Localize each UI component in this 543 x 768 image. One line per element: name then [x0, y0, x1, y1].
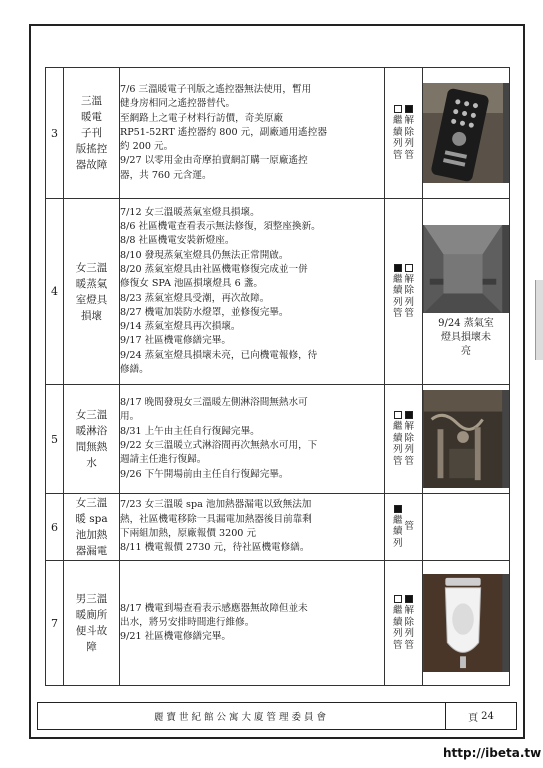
status-char: 管 [404, 149, 415, 161]
status-char: 管 [392, 639, 403, 651]
status-char: 除 [404, 432, 415, 444]
status-char: 列 [392, 444, 403, 455]
caption-line: 9/24 蒸氣室 [438, 317, 494, 329]
remote-control-photo [423, 83, 509, 183]
status-char: 管 [392, 455, 403, 467]
continue-tracking-option [393, 595, 403, 651]
status-char: 列 [392, 537, 403, 549]
description-line: 週請主任進行復歸。 [120, 454, 207, 466]
document-page [29, 24, 525, 739]
committee-name: 麗寶世紀館公寓大廈管理委員會 [38, 703, 446, 729]
description-line: 9/21 社區機電修繕完畢。 [120, 631, 231, 643]
photo-cell [423, 494, 510, 561]
description-line: 8/17 機電到場查看表示感應器無故障但並未 [120, 602, 308, 614]
description-line: 8/23 蒸氣室燈具受潮，再次故障。 [120, 292, 270, 304]
close-tracking-option [405, 264, 415, 320]
checkbox-icon[interactable] [405, 411, 413, 419]
item-name-line: 池加熱 [75, 529, 108, 541]
page-num: 24 [481, 710, 494, 722]
status-char: 列 [404, 138, 415, 149]
status-char: 解 [404, 115, 415, 126]
description-line: 7/6 三溫暖電子刊版之遙控器無法使用，暫用 [120, 83, 312, 95]
continue-tracking-option [393, 264, 403, 320]
description-line: 下兩組加熱，原廠報價 3200 元 [120, 528, 257, 539]
status-char: 續 [392, 432, 403, 444]
close-tracking-option [405, 105, 415, 161]
item-name-line: 子刊 [81, 127, 102, 139]
item-name-line: 障 [86, 641, 97, 653]
description-line: 8/10 發現蒸氣室燈具仍無法正常開啟。 [120, 249, 289, 261]
description-line: 8/20 蒸氣室燈具由社區機電修復完成並一併 [120, 263, 308, 275]
tracking-status [385, 494, 423, 561]
page-number [446, 703, 516, 729]
checkbox-icon[interactable] [405, 595, 413, 603]
photo-cell [423, 199, 510, 385]
status-char: 管 [404, 521, 415, 533]
status-char: 列 [392, 138, 403, 149]
item-name-line: 室燈具 [75, 293, 108, 306]
description-line: 熱，社區機電移除一具漏電加熱器後目前靠剩 [120, 513, 312, 525]
log-row [46, 68, 510, 199]
status-char: 續 [392, 285, 403, 296]
description-line: 器，共 760 元含運。 [120, 169, 212, 181]
status-char: 續 [392, 616, 403, 628]
status-char: 解 [404, 421, 415, 432]
status-char: 除 [404, 285, 415, 296]
watermark-text: http://ibeta.tw [443, 746, 542, 760]
item-name-line: 男三溫 [75, 593, 108, 605]
close-tracking-option [405, 521, 415, 533]
photo-caption [423, 317, 509, 359]
progress-description [120, 494, 385, 561]
description-line: 約 200 元。 [120, 141, 174, 153]
maintenance-log-table [45, 67, 510, 686]
status-char: 除 [404, 616, 415, 628]
checkbox-icon[interactable] [405, 264, 413, 272]
item-name [64, 199, 120, 385]
status-char: 續 [392, 126, 403, 138]
status-char: 繼 [392, 273, 403, 285]
description-line: 修復女 SPA 池區損壞燈具 6 盞。 [120, 278, 263, 290]
page-label: 頁 [468, 712, 479, 724]
item-name-line: 女三溫 [75, 497, 108, 509]
row-number: 3 [46, 68, 64, 199]
log-row [46, 199, 510, 385]
item-name [64, 68, 120, 199]
photo-cell [423, 68, 510, 199]
log-row [46, 561, 510, 686]
description-line: 用。 [120, 411, 140, 423]
continue-tracking-option [393, 411, 403, 467]
status-char: 繼 [392, 421, 403, 432]
item-name [64, 561, 120, 686]
page-footer [37, 702, 517, 730]
urinal-photo [423, 574, 509, 672]
description-line: 7/12 女三溫暖蒸氣室燈具損壞。 [120, 206, 260, 218]
item-name-line: 損壞 [81, 309, 102, 322]
checkbox-icon[interactable] [394, 411, 402, 419]
item-name-line: 器漏電 [75, 545, 108, 557]
status-char: 列 [392, 628, 403, 639]
shower-room-photo [423, 390, 509, 488]
description-line: 修繕。 [120, 363, 149, 375]
description-line: RP51-52RT 遙控器約 800 元，副廠通用遙控器 [120, 126, 327, 138]
item-name-line: 便斗故 [75, 625, 108, 637]
tracking-status [385, 561, 423, 686]
tracking-status [385, 68, 423, 199]
progress-description [120, 68, 385, 199]
description-line: 9/22 女三溫暖立式淋浴間再次無熱水可用，下 [120, 440, 318, 451]
status-char: 列 [404, 296, 415, 308]
status-char: 繼 [392, 115, 403, 126]
tracking-status [385, 199, 423, 385]
photo-cell [423, 561, 510, 686]
item-name-line: 暖蒸氣 [75, 277, 108, 290]
checkbox-icon[interactable] [394, 505, 402, 513]
item-name [64, 494, 120, 561]
description-line: 8/17 晚間發現女三溫暖左側淋浴間無熱水可 [120, 397, 308, 409]
description-line: 8/11 機電報價 2730 元，待社區機電修繕。 [120, 542, 310, 554]
progress-description [120, 385, 385, 494]
status-char: 除 [404, 126, 415, 138]
close-tracking-option [405, 411, 415, 467]
photo-cell [423, 385, 510, 494]
row-number: 5 [46, 385, 64, 494]
item-name-line: 暖電 [81, 111, 102, 123]
status-char: 管 [404, 308, 415, 319]
item-name [64, 385, 120, 494]
progress-description [120, 561, 385, 686]
description-line: 9/26 下午開場前由主任自行復歸完畢。 [120, 468, 289, 480]
tracking-status [385, 385, 423, 494]
caption-line: 亮 [461, 345, 471, 357]
description-line: 8/27 機電加裝防水燈罩，並修復完畢。 [120, 306, 289, 318]
row-number: 6 [46, 494, 64, 561]
steam-room-photo [423, 225, 509, 313]
status-char: 列 [392, 296, 403, 308]
caption-line: 燈具損壞未 [441, 331, 491, 343]
side-stamp [535, 280, 543, 360]
description-line: 8/8 社區機電安裝新燈座。 [120, 235, 235, 247]
log-row [46, 385, 510, 494]
log-row [46, 494, 510, 561]
checkbox-icon[interactable] [405, 105, 413, 113]
description-line: 8/31 上午由主任自行復歸完畢。 [120, 425, 260, 437]
description-line: 至網路上之電子材料行訪價，奇美原廠 [120, 112, 284, 124]
status-char: 續 [392, 526, 403, 538]
continue-tracking-option [393, 505, 403, 550]
status-char: 解 [404, 605, 415, 616]
row-number: 7 [46, 561, 64, 686]
status-char: 繼 [392, 605, 403, 616]
item-name-line: 器故障 [75, 159, 108, 171]
description-line: 健身房相同之遙控器替代。 [120, 98, 236, 110]
description-line: 9/27 以零用金由奇摩拍賣網訂購一原廠遙控 [120, 155, 308, 167]
item-name-line: 間無熱 [75, 441, 108, 453]
checkbox-icon[interactable] [394, 595, 402, 603]
item-name-line: 女三溫 [75, 409, 108, 421]
checkbox-icon[interactable] [394, 264, 402, 272]
description-line: 9/17 社區機電修繕完畢。 [120, 335, 231, 347]
item-name-line: 三溫 [81, 95, 102, 107]
close-tracking-option [405, 595, 415, 651]
description-line: 出水，將另安排時間進行維修。 [120, 616, 255, 628]
item-name-line: 暖 spa [75, 513, 108, 525]
status-char: 列 [404, 444, 415, 455]
progress-description [120, 199, 385, 385]
status-char: 繼 [392, 514, 403, 526]
continue-tracking-option [393, 105, 403, 161]
description-line: 7/23 女三溫暖 spa 池加熱器漏電以致無法加 [120, 499, 312, 511]
status-char: 管 [392, 149, 403, 161]
description-line: 8/6 社區機電查看表示無法修復，須整座換新。 [120, 221, 321, 233]
status-char: 管 [404, 455, 415, 467]
status-char: 管 [404, 639, 415, 651]
item-name-line: 暖淋浴 [75, 425, 108, 437]
description-line: 9/24 蒸氣室燈具損壞未亮，已向機電報修，待 [120, 349, 318, 361]
checkbox-icon[interactable] [394, 105, 402, 113]
row-number: 4 [46, 199, 64, 385]
item-name-line: 版搖控 [75, 143, 108, 155]
item-name-line: 水 [86, 457, 97, 469]
description-line: 9/14 蒸氣室燈具再次損壞。 [120, 321, 241, 333]
status-char: 解 [404, 273, 415, 285]
status-char: 列 [404, 628, 415, 639]
item-name-line: 女三溫 [75, 261, 108, 274]
item-name-line: 暖廁所 [75, 609, 108, 621]
status-char: 管 [392, 308, 403, 319]
